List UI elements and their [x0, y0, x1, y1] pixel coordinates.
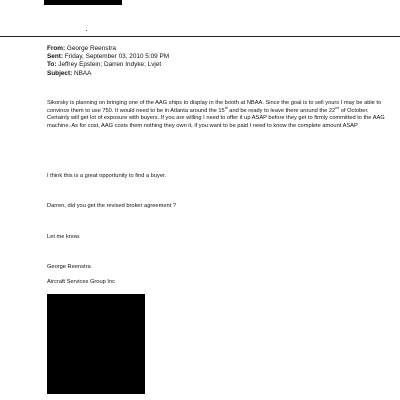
subject-label: Subject: [47, 69, 73, 77]
signature-company: Aircraft Services Group Inc [47, 279, 115, 285]
email-header [47, 45, 169, 78]
from-value: George Reenstra [66, 45, 116, 52]
to-row [47, 61, 169, 69]
sent-label: Sent: [47, 53, 63, 61]
redaction-block-bottom [47, 294, 145, 394]
body-paragraph-1-part-b: and be ready to leave there around the 22 [227, 107, 336, 114]
redaction-block-top [44, 0, 122, 5]
body-paragraph-1-part-c: of October. Certainly will get lot of exposure with buyers. If you are willing I need to offer it up ASAP before they get to firmly committed to the AAG machine. As for cost, AAG costs them nothing they own it, if you want to be paid I need to know the complete amount ASAP [47, 107, 385, 129]
body-paragraph-2: I think this is a great opportunity to find a buyer. [47, 173, 167, 179]
sent-row [47, 53, 169, 61]
header-divider [0, 36, 400, 37]
from-label: From: [47, 45, 66, 52]
body-paragraph-4: Let me know. [47, 234, 81, 240]
body-paragraph-1-part-a: Sikorsky is planning on bringing one of the AAG ships to display in the booth at NBAA. Since the goal is to sell yours I may be able to convince them to use 750. It would need to be in Atlanta around the 15 [47, 100, 382, 114]
body-paragraph-1 [47, 100, 387, 130]
ordinal-suffix-nd: nd [335, 105, 340, 110]
from-row [47, 45, 169, 53]
signature-name: George Reenstra [47, 264, 91, 270]
ordinal-suffix-th: th [224, 105, 228, 110]
subject-row [47, 70, 169, 78]
to-label: To: [47, 61, 57, 69]
scan-speck [86, 30, 87, 31]
body-paragraph-3: Darren, did you get the revised broker agreement ? [47, 203, 176, 209]
subject-value: NBAA [74, 69, 92, 77]
to-value: Jeffrey Epstein; Darren Indyke; Lvjet [58, 61, 162, 69]
sent-value: Friday, September 03, 2010 5:09 PM [64, 53, 170, 61]
